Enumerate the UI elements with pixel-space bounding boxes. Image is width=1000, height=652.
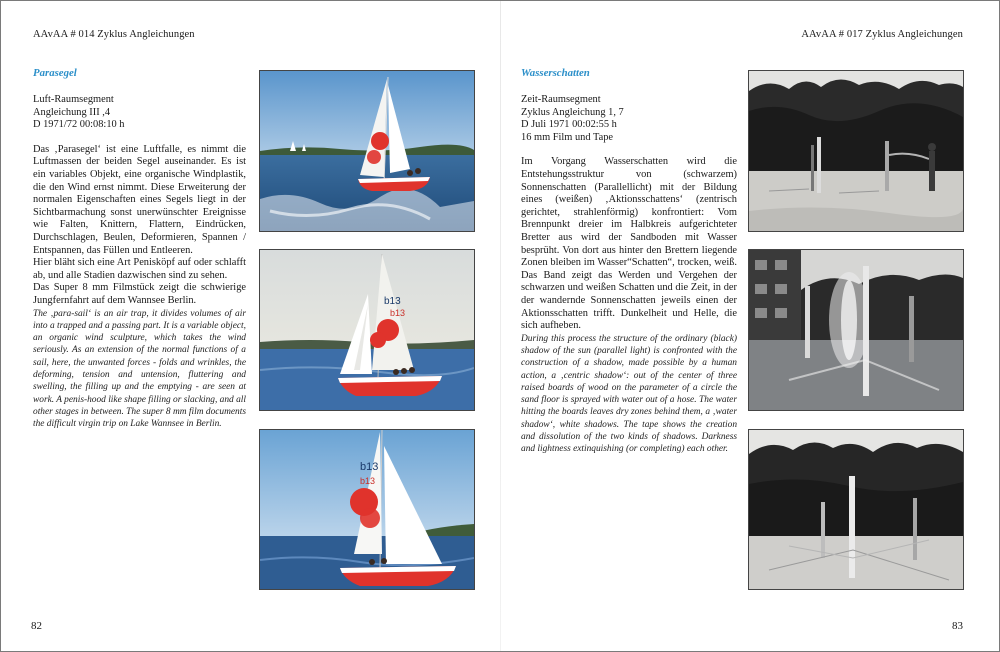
photo-water-shadow-1 bbox=[748, 70, 964, 232]
sail-number: b13 bbox=[384, 296, 401, 307]
body-en-paragraph: During this process the structure of the ordinary (black) shadow of the sun (parallel light) is confronted with the construction of a shadow, made possible by a human action, a ‚centric shadow‘: out of the center of three raised boards of wood on the parameter of a circle the sand floor is sprayed with water out of a hose. The water hitting the boards leaves dry zones behind them, a ‚water shadow‘, white shadows. The tape shows the creation and dissolution of the two kinds of shadows. Darkness and lightness extinquishing (or completing) each other. bbox=[521, 333, 737, 455]
page-number-left: 82 bbox=[31, 620, 42, 632]
gutter bbox=[500, 1, 501, 651]
body-de-paragraph: Im Vorgang Wasserschatten wird die Entstehungsstruktur von (schwarzem) Sonnenschatten (Parallellicht) mit der Bildung eines (weißen) ‚Aktionsschattens‘ (zentrisch gerichtet, strahlenförmig) konfrontiert: Vom Brennpunkt dreier im Halbkreis aufgerichteter Bretter aus wird der Sandboden mit Wasser besprüht. Von dort aus hinter den Brettern liegende Zonen bleiben im Wasser“Schatten“, trocken, weiß. Das Band zeigt das Werden und Vergehen der schwarzen und weißen Schatten und die Zeit, in der der wandernde Sonnenschatten jeweils einen der Aktionsschatten trifft. Dunkelheit und Helle, die sich aufheben. bbox=[521, 156, 737, 332]
page-number-right: 83 bbox=[952, 620, 963, 632]
section-title-wasserschatten: Wasserschatten bbox=[521, 67, 590, 79]
meta-line: D 1971/72 00:08:10 h bbox=[33, 119, 125, 131]
meta-line: Zyklus Angleichung 1, 7 bbox=[521, 106, 624, 118]
sail-number: b13 bbox=[390, 308, 406, 318]
photo-sailboat-2 bbox=[259, 249, 475, 411]
text-column-left bbox=[33, 67, 246, 430]
running-head-left: AAvAA # 014 Zyklus Angleichungen bbox=[33, 29, 195, 40]
meta-block-left bbox=[33, 94, 246, 132]
body-de-paragraph: Das ‚Parasegel‘ ist eine Luftfalle, es nimmt die Luftmassen der beiden Segel auseinander. Es ist ein variables Objekt, eine organische Windplastik, die den Wind ernst nimmt. Diese Erweiterung der normalen Eigenschaften eines Segels liegt in der Sichtbarmachung sonst unerwünschter Ereignisse wie Falten, Knittern, Flattern, Eindrücken, Durchschlagen, Beulen, Deformieren, Spannen / Entspannen, das Füllen und Entleeren. bbox=[33, 143, 246, 256]
sail-number: b13 bbox=[360, 461, 379, 473]
meta-line: Luft-Raumsegment bbox=[33, 94, 114, 105]
sail-number: b13 bbox=[360, 476, 376, 486]
body-de-paragraph: Das Super 8 mm Filmstück zeigt die schwierige Jungfernfahrt auf dem Wannsee Berlin. bbox=[33, 282, 246, 306]
body-en-paragraph: The ‚para-sail‘ is an air trap, it divides volumes of air into a trapped and a passing part. It is a variable object, an organic wind sculpture, which takes the wind seriously. As an extension of the normal functions of a sail, here, the unwanted forces - folds and wrinkles, the deforming, tension and untension, fluttering and swelling, the filling up and the emptying - are seen at work. A penis-hood like shape filling or slacking, and all other stages in between. The super 8 mm film documents the difficult virgin trip on Lake Wannsee in Berlin. bbox=[33, 308, 246, 430]
photo-sailboat-3 bbox=[259, 429, 475, 590]
photo-water-shadow-3 bbox=[748, 429, 964, 590]
meta-block-right bbox=[521, 94, 737, 144]
running-head-right: AAvAA # 017 Zyklus Angleichungen bbox=[801, 29, 963, 40]
body-de-paragraph: Hier bläht sich eine Art Penisköpf auf oder schlafft ab, und alle Stadien dazwischen sind zu sehen. bbox=[33, 257, 246, 281]
photo-sailboat-1 bbox=[259, 70, 475, 232]
photo-water-shadow-2 bbox=[748, 249, 964, 411]
section-title-parasegel: Parasegel bbox=[33, 67, 77, 79]
meta-line: Zeit-Raumsegment bbox=[521, 94, 601, 105]
meta-line: 16 mm Film und Tape bbox=[521, 131, 614, 143]
meta-line: Angleichung III ,4 bbox=[33, 106, 111, 118]
text-column-right bbox=[521, 67, 737, 456]
meta-line: D Juli 1971 00:02:55 h bbox=[521, 119, 617, 131]
